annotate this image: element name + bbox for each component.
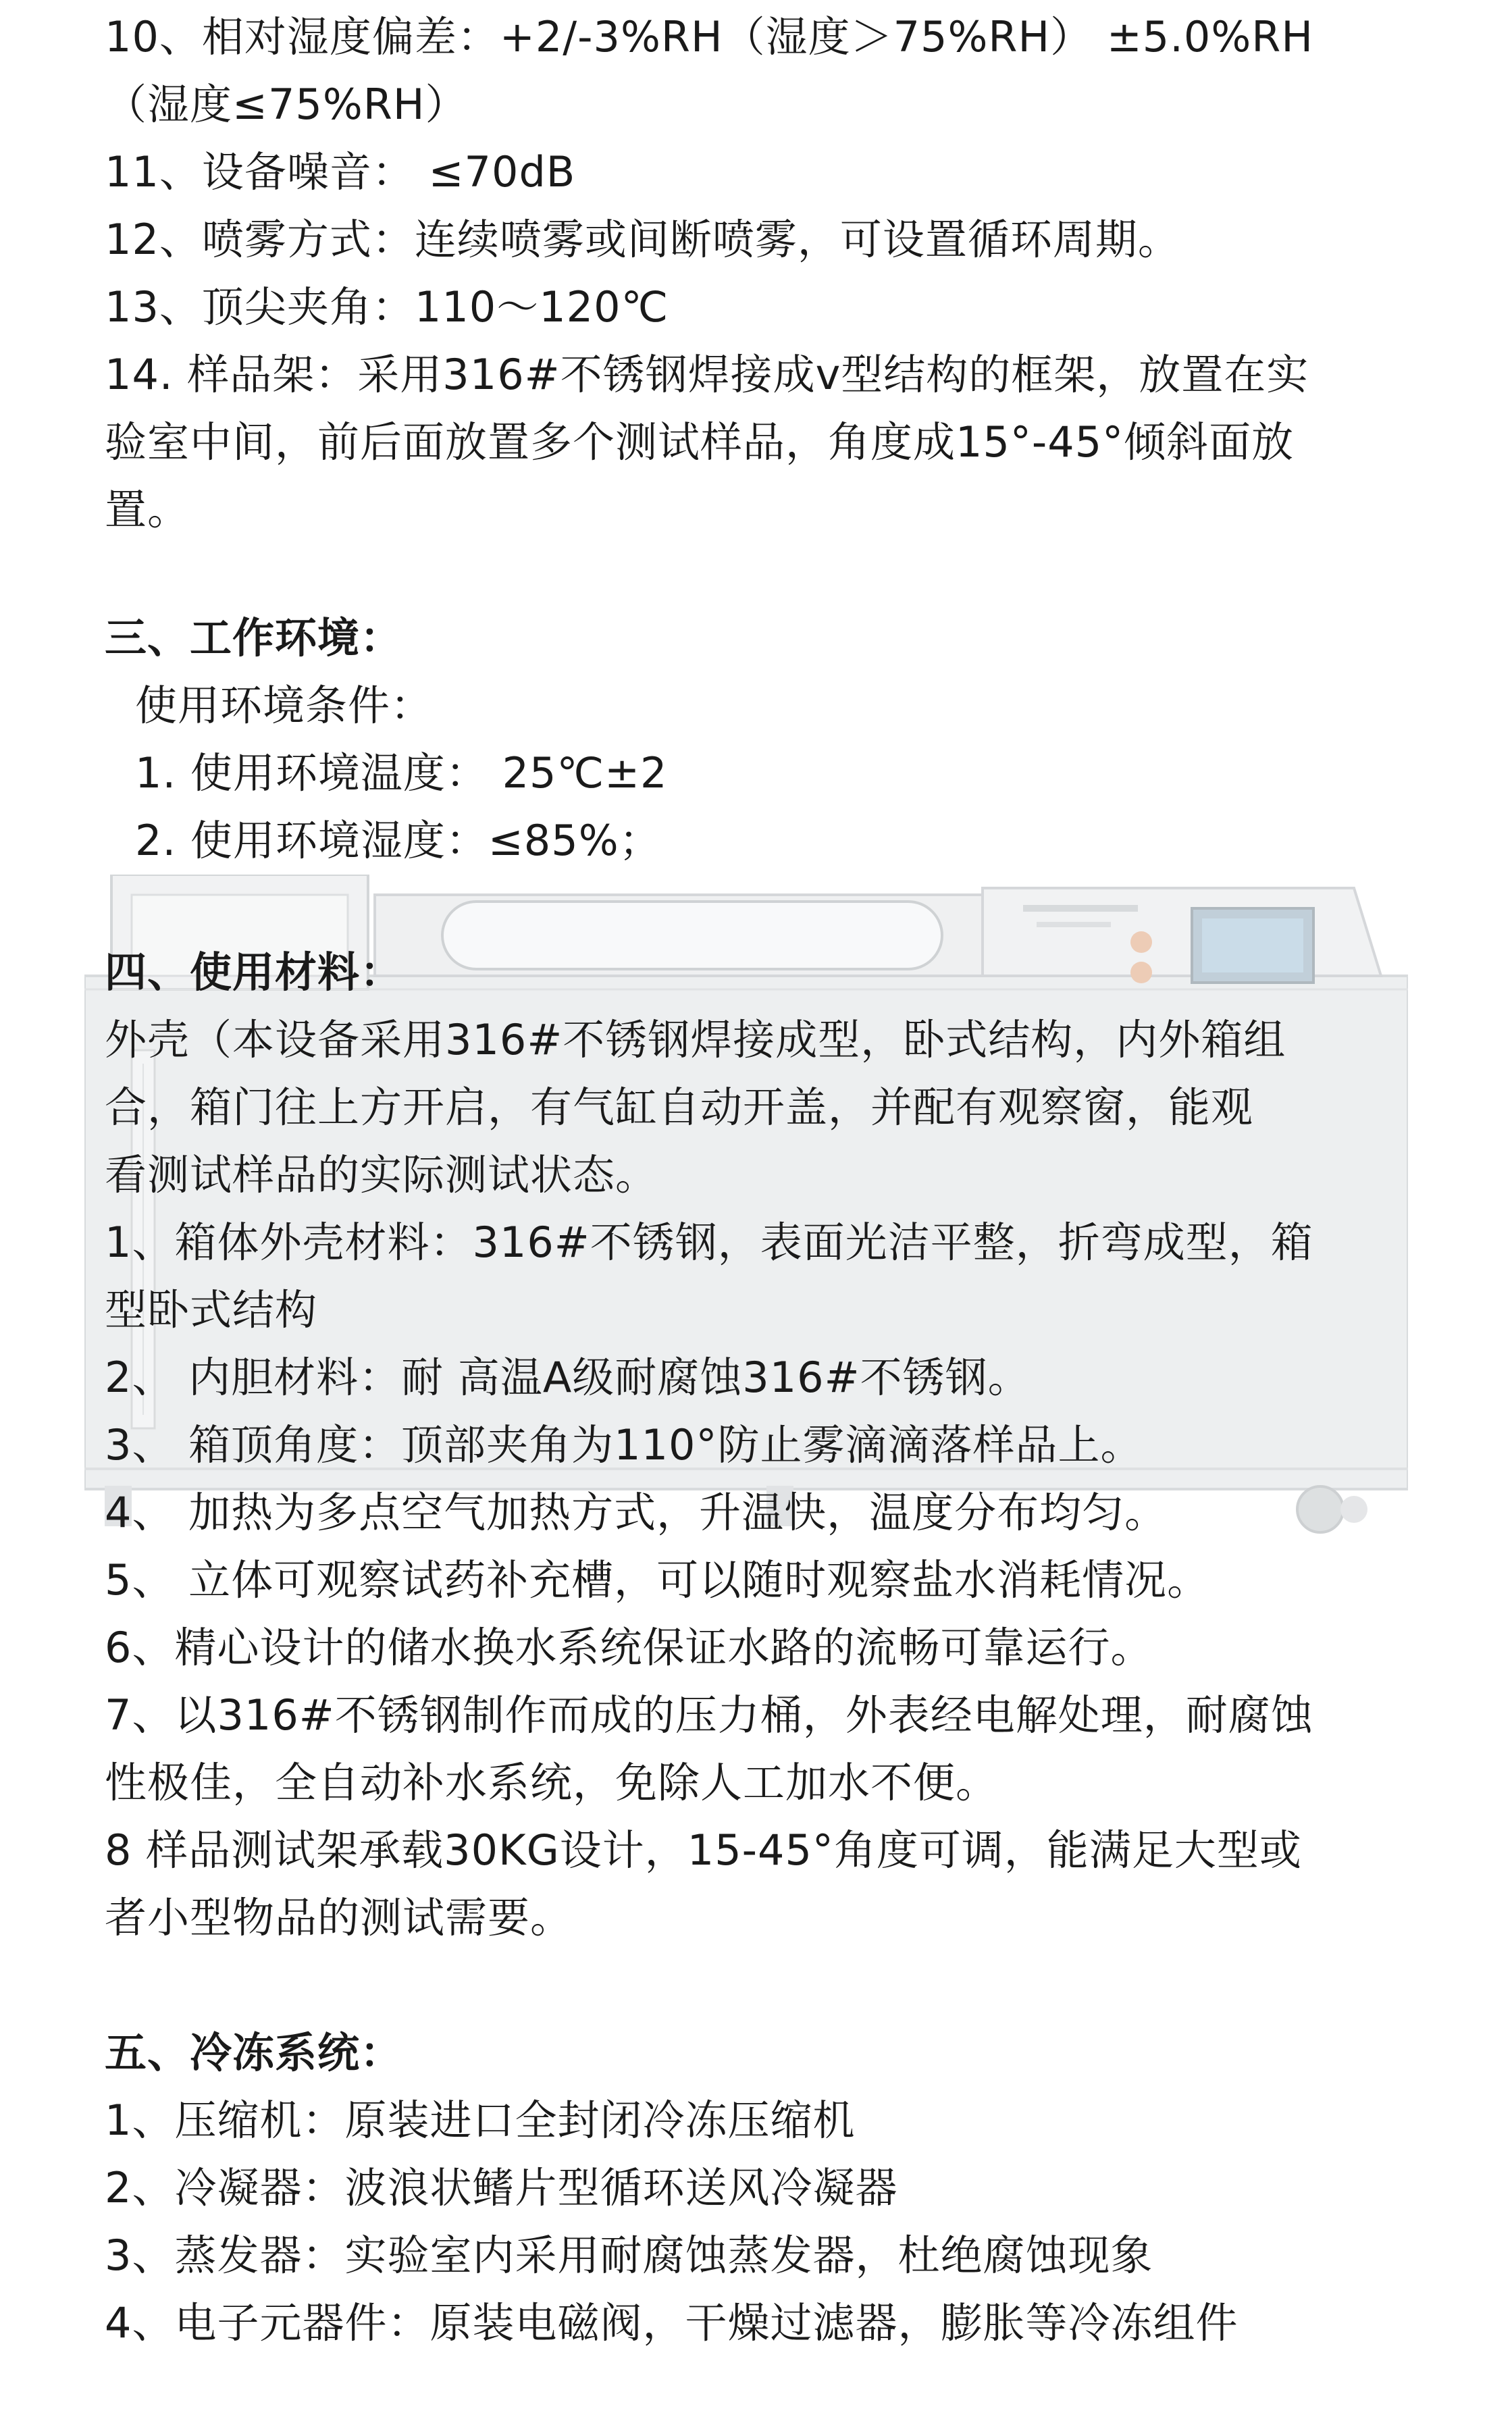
spec-line-sample-rack-cont-2: 置。 <box>105 485 190 534</box>
materials-item-4: 4、 加热为多点空气加热方式，升温快，温度分布均匀。 <box>105 1488 1168 1537</box>
env-temperature: 1. 使用环境温度： 25℃±2 <box>135 748 668 798</box>
refrigeration-condenser: 2、冷凝器：波浪状鳍片型循环送风冷凝器 <box>105 2163 898 2212</box>
section-heading-materials: 四、使用材料： <box>105 947 403 997</box>
spec-line-humidity-deviation: 10、相对湿度偏差：+2/-3%RH（湿度＞75%RH） ±5.0%RH <box>105 12 1313 61</box>
materials-intro-3: 看测试样品的实际测试状态。 <box>105 1150 658 1199</box>
env-conditions-label: 使用环境条件： <box>135 681 434 730</box>
materials-intro-1: 外壳（本设备采用316#不锈钢焊接成型，卧式结构，内外箱组 <box>105 1015 1286 1064</box>
materials-item-3: 3、 箱顶角度：顶部夹角为110°防止雾滴滴落样品上。 <box>105 1420 1143 1470</box>
section-heading-work-environment: 三、工作环境： <box>105 613 403 663</box>
refrigeration-components: 4、电子元器件：原装电磁阀，干燥过滤器，膨胀等冷冻组件 <box>105 2298 1239 2347</box>
materials-item-1: 1、箱体外壳材料：316#不锈钢，表面光洁平整，折弯成型，箱 <box>105 1218 1313 1267</box>
materials-item-5: 5、 立体可观察试药补充槽，可以随时观察盐水消耗情况。 <box>105 1555 1210 1605</box>
materials-item-8: 8 样品测试架承载30KG设计，15-45°角度可调，能满足大型或 <box>105 1825 1302 1875</box>
materials-item-2: 2、 内胆材料：耐 高温A级耐腐蚀316#不锈钢。 <box>105 1353 1031 1402</box>
spec-line-noise: 11、设备噪音： ≤70dB <box>105 147 576 197</box>
spec-line-apex-angle: 13、顶尖夹角：110～120℃ <box>105 282 669 332</box>
materials-item-6: 6、精心设计的储水换水系统保证水路的流畅可靠运行。 <box>105 1623 1153 1672</box>
materials-item-7: 7、以316#不锈钢制作而成的压力桶，外表经电解处理，耐腐蚀 <box>105 1690 1313 1740</box>
spec-line-sample-rack-cont-1: 验室中间，前后面放置多个测试样品，角度成15°-45°倾斜面放 <box>105 417 1295 467</box>
env-humidity: 2. 使用环境湿度：≤85%； <box>135 816 662 865</box>
materials-item-1-cont: 型卧式结构 <box>105 1285 318 1334</box>
spec-line-spray-mode: 12、喷雾方式：连续喷雾或间断喷雾，可设置循环周期。 <box>105 215 1180 264</box>
materials-item-7-cont: 性极佳，全自动补水系统，免除人工加水不便。 <box>105 1758 999 1807</box>
materials-intro-2: 合，箱门往上方开启，有气缸自动开盖，并配有观察窗，能观 <box>105 1083 1254 1132</box>
refrigeration-evaporator: 3、蒸发器：实验室内采用耐腐蚀蒸发器，杜绝腐蚀现象 <box>105 2231 1153 2280</box>
section-heading-refrigeration: 五、冷冻系统： <box>105 2028 403 2077</box>
refrigeration-compressor: 1、压缩机：原装进口全封闭冷冻压缩机 <box>105 2096 856 2145</box>
materials-item-8-cont: 者小型物品的测试需要。 <box>105 1893 573 1942</box>
spec-line-sample-rack: 14. 样品架：采用316#不锈钢焊接成v型结构的框架，放置在实 <box>105 350 1309 399</box>
spec-line-humidity-deviation-cont: （湿度≤75%RH） <box>105 80 468 129</box>
